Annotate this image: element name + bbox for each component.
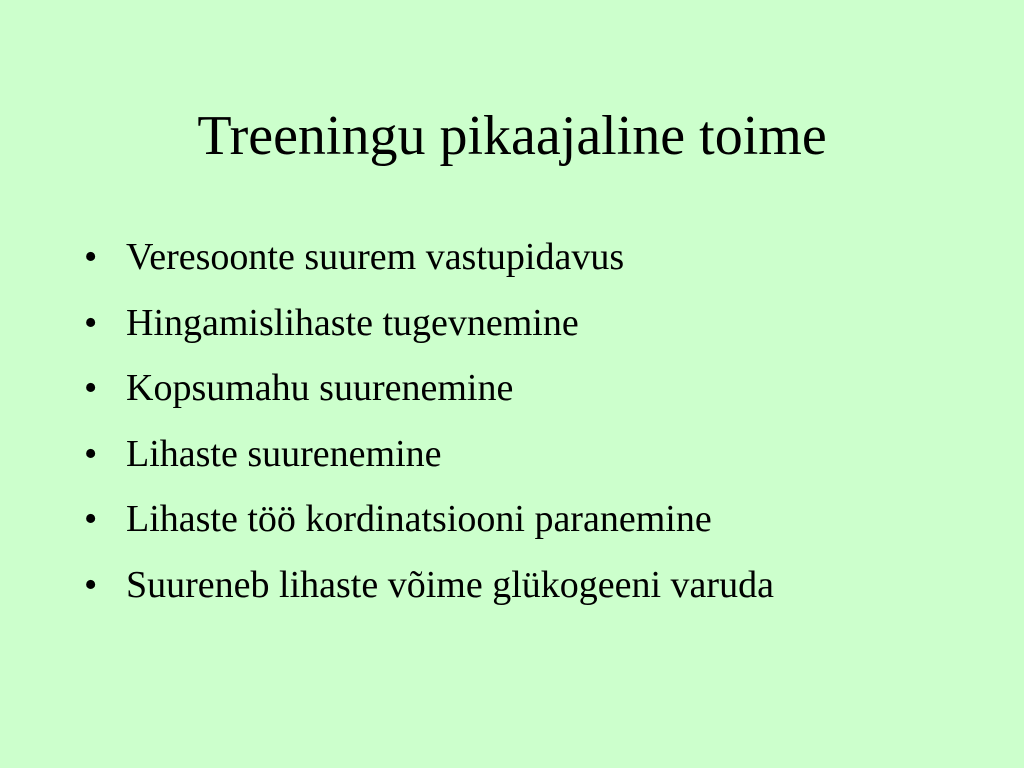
bullet-text: Hingamislihaste tugevnemine — [126, 301, 579, 344]
list-item — [84, 228, 774, 294]
bullet-icon: • — [84, 563, 98, 606]
bullet-icon: • — [84, 367, 98, 409]
list-item — [84, 359, 774, 425]
bullet-icon: • — [84, 498, 98, 540]
bullet-text: Lihaste suurenemine — [126, 432, 442, 475]
slide-title: Treeningu pikaajaline toime — [197, 105, 827, 167]
list-item — [84, 425, 774, 491]
bullet-list — [84, 228, 774, 621]
bullet-icon: • — [84, 432, 98, 475]
list-item — [84, 490, 774, 556]
bullet-text: Suureneb lihaste võime glükogeeni varuda — [126, 563, 774, 606]
bullet-icon: • — [84, 301, 98, 344]
list-item — [84, 556, 774, 622]
list-item — [84, 294, 774, 360]
bullet-text: Kopsumahu suurenemine — [126, 367, 514, 409]
bullet-text: Lihaste töö kordinatsiooni paranemine — [126, 498, 712, 540]
bullet-icon: • — [84, 236, 98, 278]
bullet-text: Veresoonte suurem vastupidavus — [126, 236, 625, 278]
